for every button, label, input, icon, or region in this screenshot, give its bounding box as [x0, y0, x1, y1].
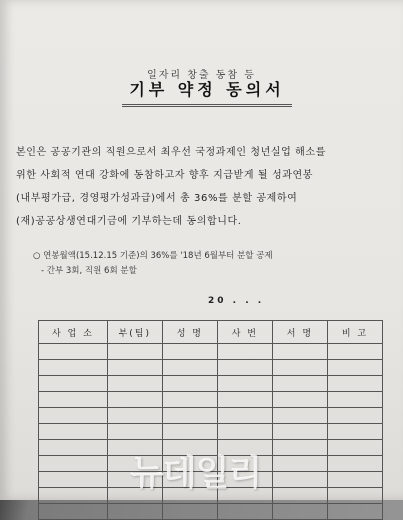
- table-header-row: [39, 321, 383, 344]
- table-row: [39, 424, 383, 440]
- note-line: ○ 연봉월액(15.12.15 기준)의 36%를 '18년 6월부터 분할 공제: [33, 251, 273, 261]
- paragraph-line: 본인은 공공기관의 직원으로서 최우선 국정과제인 청년실업 해소를: [16, 147, 326, 158]
- table-row: [39, 360, 383, 376]
- table-row: [39, 376, 383, 392]
- header-office: 사 업 소: [39, 321, 108, 344]
- date-line: 20 . . .: [208, 296, 265, 306]
- table-row: [39, 504, 383, 520]
- document-title: 기부 약정 동의서: [129, 80, 285, 99]
- header-remarks: 비 고: [327, 321, 382, 344]
- document-subtitle: 일자리 창출 동참 등: [147, 70, 256, 81]
- table-row: [39, 392, 383, 408]
- watermark-logo: 뉴데일리: [130, 454, 262, 494]
- header-name: 성 명: [162, 321, 217, 344]
- paragraph-line: (재)공공상생연대기금에 기부하는데 동의합니다.: [16, 216, 242, 227]
- title-underline: [122, 78, 292, 107]
- header-employee-id: 사 번: [217, 321, 272, 344]
- header-signature: 서 명: [272, 321, 327, 344]
- table-row: [39, 408, 383, 424]
- header-department: 부(팀): [107, 321, 162, 344]
- deduction-notes: [33, 249, 273, 279]
- note-line: - 간부 3회, 직원 6회 분할: [41, 266, 137, 276]
- paragraph-line: (내부평가급, 경영평가성과급)에서 총 36%를 분할 공제하여: [16, 193, 298, 204]
- table-row: [39, 344, 383, 360]
- consent-paragraph: [16, 141, 381, 233]
- paragraph-line: 위한 사회적 연대 강화에 동참하고자 향후 지급받게 될 성과연봉: [16, 170, 313, 181]
